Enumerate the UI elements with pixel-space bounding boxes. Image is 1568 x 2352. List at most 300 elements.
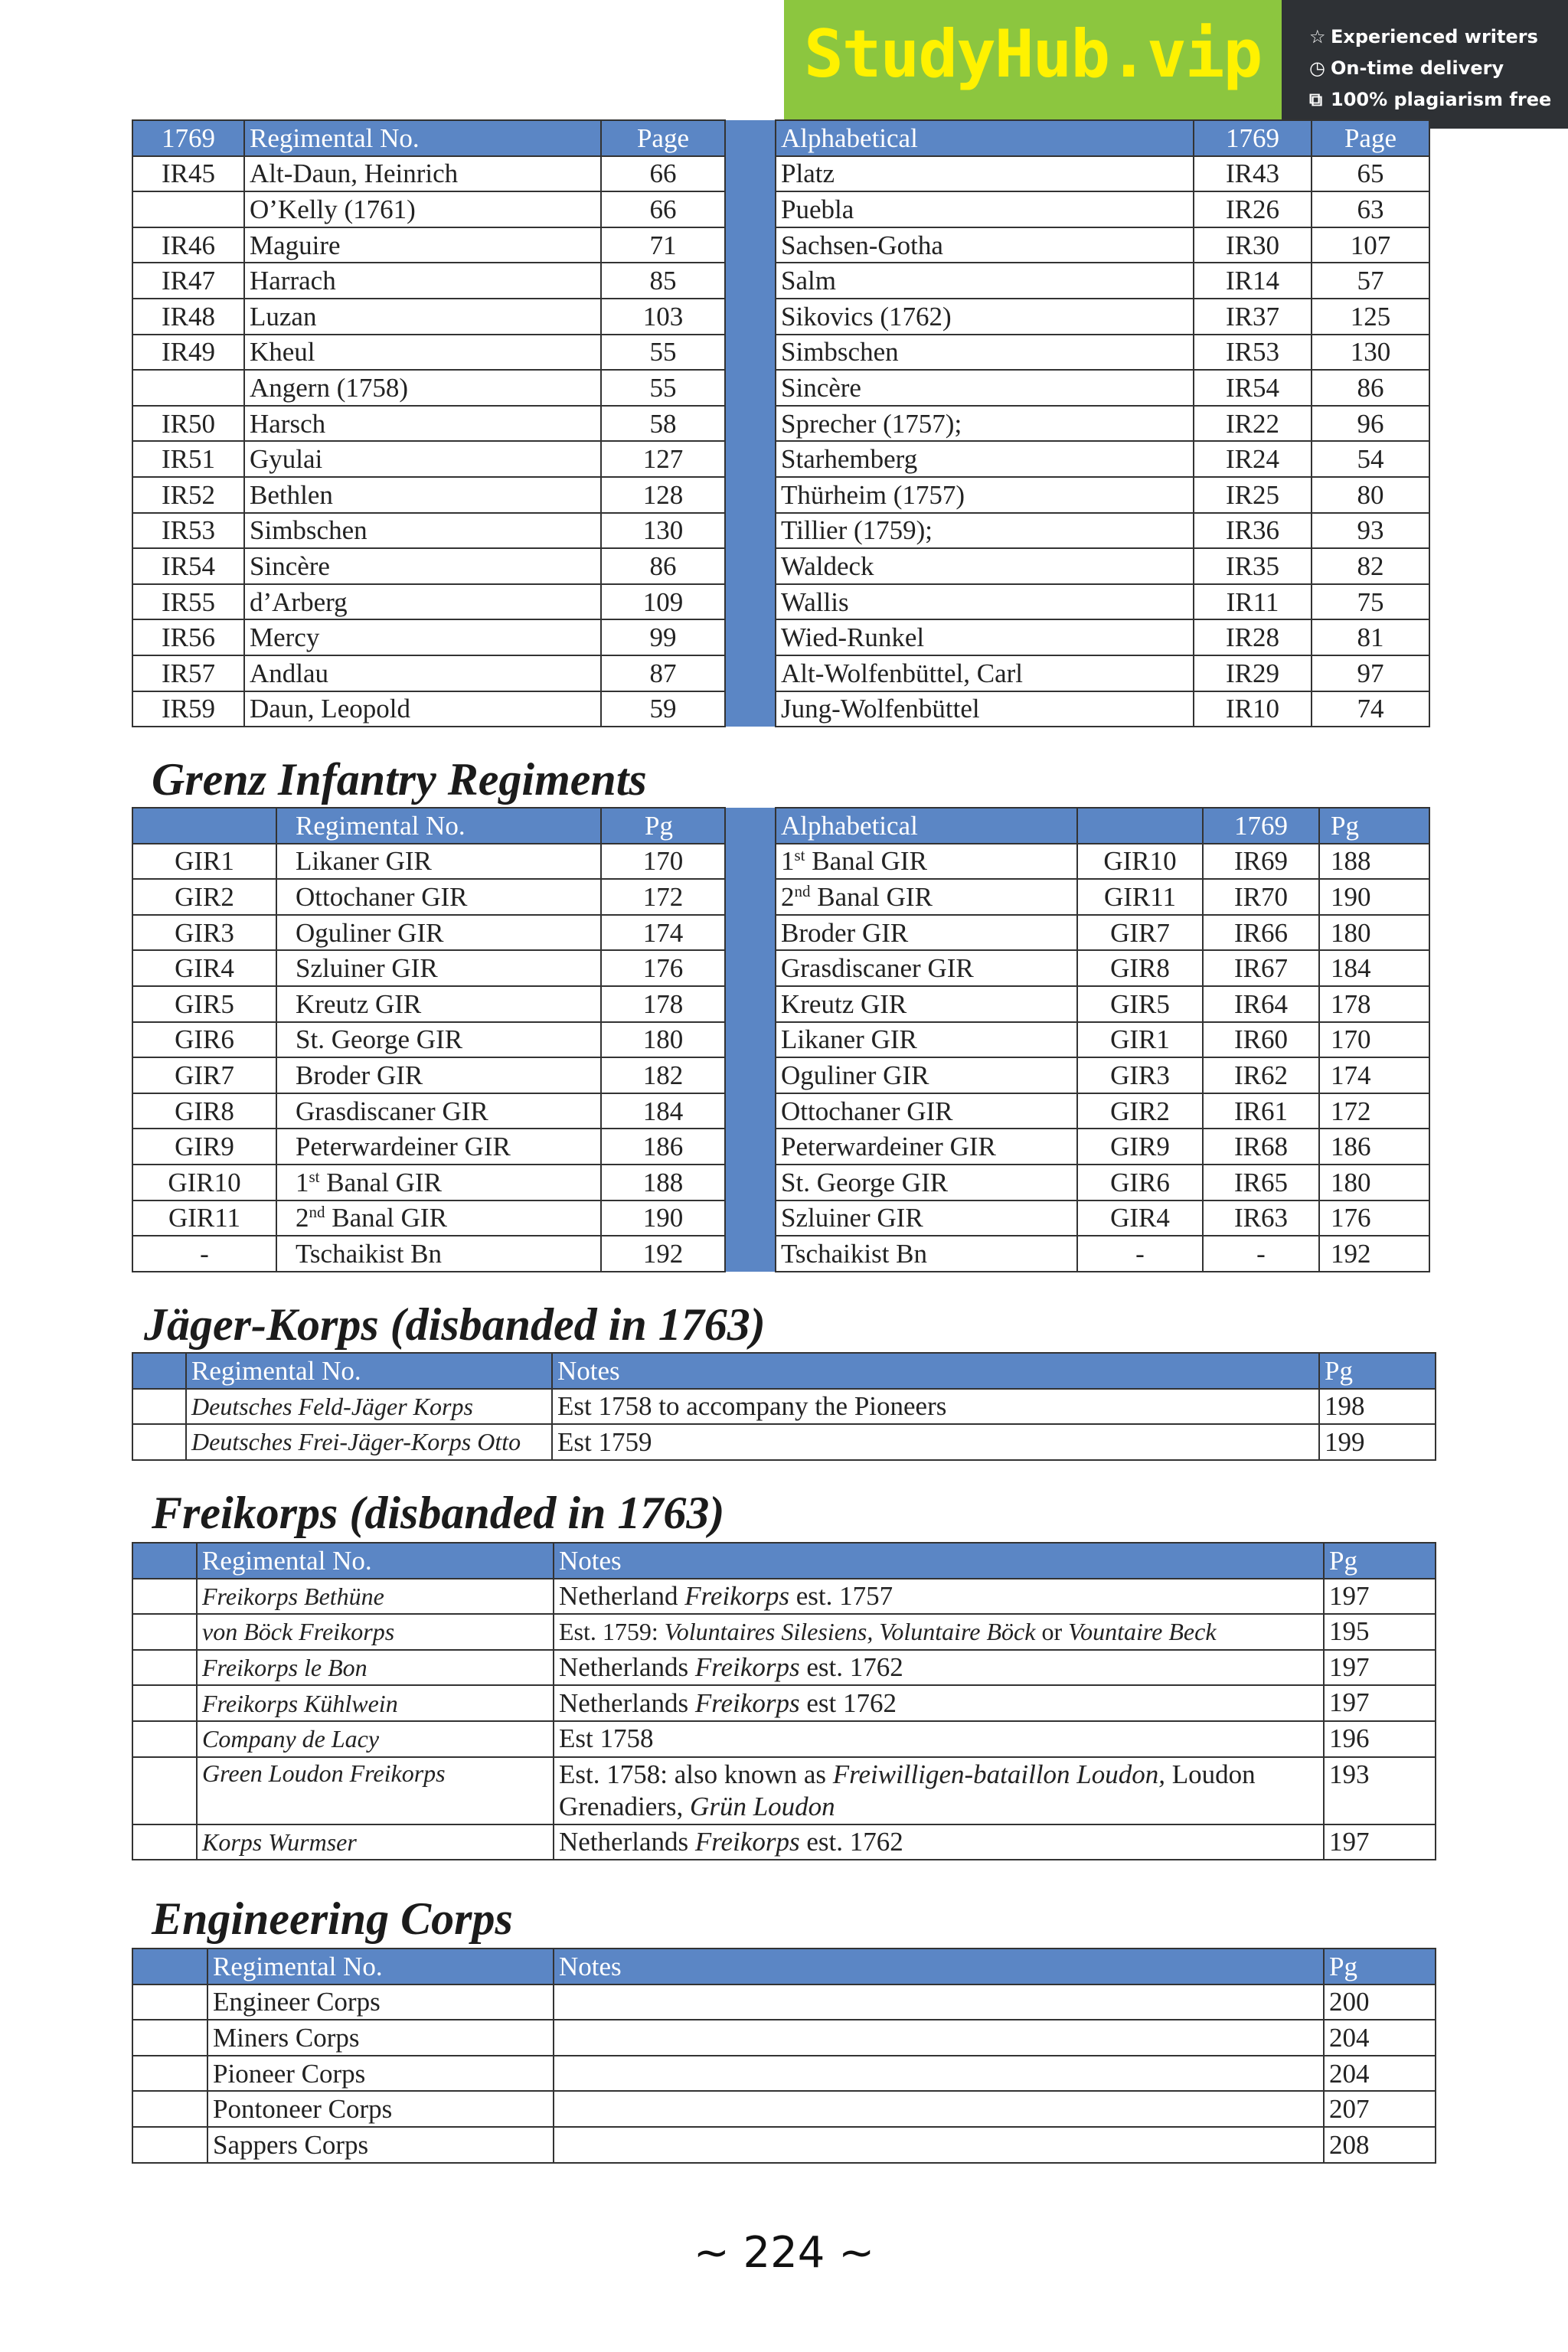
page-number-cell: 170	[1319, 1022, 1429, 1058]
regiment-code: IR22	[1194, 406, 1312, 442]
regiment-name: Simbschen	[244, 513, 601, 549]
column-gap	[725, 513, 776, 549]
table-row	[132, 299, 1429, 335]
regiment-name: 1st Banal GIR	[276, 1165, 601, 1200]
column-gap	[725, 1093, 776, 1129]
regiment-code: IR24	[1194, 441, 1312, 477]
page-number-cell: 186	[601, 1129, 725, 1165]
page-number-cell: 190	[1319, 879, 1429, 915]
page-number-cell: 208	[1324, 2127, 1436, 2163]
page-number-cell: 198	[1319, 1389, 1436, 1425]
regiment-name: Freikorps Bethüne	[197, 1579, 554, 1615]
page-number-cell: 81	[1312, 619, 1429, 655]
table-row	[132, 915, 1429, 951]
blank-cell	[132, 1579, 197, 1615]
table-row	[132, 513, 1429, 549]
regiment-name: 2nd Banal GIR	[276, 1200, 601, 1236]
table-header-row	[132, 808, 1429, 844]
regiment-name: Likaner GIR	[276, 844, 601, 880]
regiment-code: IR30	[1194, 227, 1312, 263]
page-number-cell: 65	[1312, 156, 1429, 192]
table-row	[132, 263, 1429, 299]
column-header: Alphabetical	[776, 120, 1194, 156]
regiment-name: Peterwardeiner GIR	[276, 1129, 601, 1165]
regiment-code	[132, 370, 244, 406]
page-number-cell: 204	[1324, 2020, 1436, 2056]
freikorps-table	[132, 1542, 1436, 1860]
blank-cell	[132, 1389, 186, 1425]
regiment-name: Kheul	[244, 335, 601, 371]
page-number-cell: 85	[601, 263, 725, 299]
page-number-cell: 75	[1312, 584, 1429, 620]
regiment-code: IR29	[1194, 655, 1312, 691]
regiment-name: Ottochaner GIR	[276, 879, 601, 915]
corps-name: Engineer Corps	[207, 1984, 554, 2020]
alphabetical-name: Waldeck	[776, 548, 1194, 584]
table-row	[132, 1721, 1436, 1757]
regiment-1769-code: IR66	[1203, 915, 1319, 951]
notes-italic-text: Voluntaires Silesiens, Voluntaire Böck	[664, 1618, 1036, 1646]
notes-text: Netherlands	[559, 1826, 695, 1857]
notes-text: Netherland	[559, 1580, 685, 1611]
page-number-cell: 178	[1319, 986, 1429, 1022]
regiment-1769-code: IR69	[1203, 844, 1319, 880]
banner-feature	[1309, 21, 1551, 53]
column-header	[1077, 808, 1203, 844]
alphabetical-name: Thürheim (1757)	[776, 477, 1194, 513]
notes-italic-text: Freikorps	[694, 1687, 800, 1718]
regiment-name: Luzan	[244, 299, 601, 335]
regiment-code: GIR10	[132, 1165, 276, 1200]
page-number-cell: 197	[1324, 1579, 1436, 1615]
column-gap	[725, 655, 776, 691]
table-row	[132, 548, 1429, 584]
regiment-name: Harsch	[244, 406, 601, 442]
regiment-code: IR49	[132, 335, 244, 371]
blank-header	[132, 1543, 197, 1579]
page-number-cell: 174	[1319, 1057, 1429, 1093]
regiment-name: Tschaikist Bn	[276, 1236, 601, 1272]
banner-feature-label: 100% plagiarism free	[1331, 89, 1552, 110]
regiment-code: IR53	[132, 513, 244, 549]
page-number-cell: 178	[601, 986, 725, 1022]
column-gap	[725, 156, 776, 192]
page-number-cell: 180	[601, 1022, 725, 1058]
table-row	[132, 584, 1429, 620]
column-header: Regimental No.	[207, 1949, 554, 1984]
page-number-cell: 125	[1312, 299, 1429, 335]
alphabetical-name: 1st Banal GIR	[776, 844, 1077, 880]
notes-text: Est 1758	[559, 1723, 654, 1754]
regiment-code: IR37	[1194, 299, 1312, 335]
page-number-cell: 59	[601, 691, 725, 727]
regiment-code: GIR9	[132, 1129, 276, 1165]
alphabetical-name: Jung-Wolfenbüttel	[776, 691, 1194, 727]
column-gap	[725, 477, 776, 513]
page-number-cell: 196	[1324, 1721, 1436, 1757]
regiment-name: Harrach	[244, 263, 601, 299]
column-header: Page	[601, 120, 725, 156]
page-number-cell: 192	[601, 1236, 725, 1272]
regiment-code: IR54	[132, 548, 244, 584]
table-row	[132, 1389, 1436, 1425]
column-gap	[725, 619, 776, 655]
table-row	[132, 1093, 1429, 1129]
notes-text: Netherlands	[559, 1687, 695, 1718]
regiment-code: GIR6	[1077, 1165, 1203, 1200]
notes-text: est. 1762	[799, 1826, 903, 1857]
page-number-cell: 207	[1324, 2091, 1436, 2127]
table-row	[132, 370, 1429, 406]
notes-text: Netherlands	[559, 1652, 695, 1683]
table-row	[132, 1757, 1436, 1824]
banner-feature-label: On-time delivery	[1331, 57, 1504, 79]
notes-cell	[554, 1685, 1324, 1721]
table-header-row	[132, 1949, 1436, 1984]
page-number-cell: 172	[601, 879, 725, 915]
page-number-cell: 197	[1324, 1685, 1436, 1721]
alphabetical-name: Wied-Runkel	[776, 619, 1194, 655]
alphabetical-name: Puebla	[776, 191, 1194, 227]
regiment-code: IR11	[1194, 584, 1312, 620]
banner-feature	[1309, 53, 1551, 84]
regiment-code: GIR10	[1077, 844, 1203, 880]
column-header: Pg	[1324, 1949, 1436, 1984]
page-number-cell: 176	[601, 950, 725, 986]
regiment-name: Szluiner GIR	[276, 950, 601, 986]
column-gap	[725, 915, 776, 951]
column-gap	[725, 584, 776, 620]
page-number-cell: 186	[1319, 1129, 1429, 1165]
column-gap	[725, 1236, 776, 1272]
regiment-code: GIR5	[1077, 986, 1203, 1022]
alphabetical-name: Salm	[776, 263, 1194, 299]
page-number-cell: 188	[601, 1165, 725, 1200]
regiment-name: von Böck Freikorps	[197, 1614, 554, 1650]
regiment-code: IR25	[1194, 477, 1312, 513]
page-number-cell: 86	[601, 548, 725, 584]
regiment-code: GIR11	[132, 1200, 276, 1236]
table-row	[132, 191, 1429, 227]
regiment-code: IR46	[132, 227, 244, 263]
table-row	[132, 227, 1429, 263]
regiment-code: -	[1077, 1236, 1203, 1272]
regiment-name: O’Kelly (1761)	[244, 191, 601, 227]
column-header: Notes	[552, 1353, 1319, 1389]
grenz-regiments-table	[132, 807, 1430, 1272]
page-number-cell: 74	[1312, 691, 1429, 727]
column-header: Alphabetical	[776, 808, 1077, 844]
notes-italic-text: Freikorps	[694, 1826, 800, 1857]
regiment-name: Angern (1758)	[244, 370, 601, 406]
regiment-code: IR50	[132, 406, 244, 442]
regiment-code: IR35	[1194, 548, 1312, 584]
notes-italic-text: Freikorps	[684, 1580, 789, 1611]
regiment-1769-code: IR61	[1203, 1093, 1319, 1129]
notes-italic-text: Freikorps	[694, 1652, 800, 1683]
column-gap	[725, 370, 776, 406]
regiment-code: GIR1	[132, 844, 276, 880]
regiment-code: GIR9	[1077, 1129, 1203, 1165]
notes-text: est. 1762	[799, 1652, 903, 1683]
page-number-cell: 80	[1312, 477, 1429, 513]
blank-header	[132, 1949, 207, 1984]
regiment-code: IR26	[1194, 191, 1312, 227]
regiment-code: IR45	[132, 156, 244, 192]
page-number-cell: 96	[1312, 406, 1429, 442]
banner-feature	[1309, 84, 1551, 116]
regiment-code: IR36	[1194, 513, 1312, 549]
blank-cell	[132, 2020, 207, 2056]
regiment-code: IR55	[132, 584, 244, 620]
table-row	[132, 406, 1429, 442]
regiment-code: IR48	[132, 299, 244, 335]
regiment-name: Broder GIR	[276, 1057, 601, 1093]
blank-cell	[132, 2056, 207, 2092]
regiment-code: GIR4	[132, 950, 276, 986]
page-number-cell: 87	[601, 655, 725, 691]
regiment-code: IR56	[132, 619, 244, 655]
column-gap	[725, 808, 776, 844]
regiment-code: GIR3	[132, 915, 276, 951]
page-number-cell: 192	[1319, 1236, 1429, 1272]
alphabetical-name: Sachsen-Gotha	[776, 227, 1194, 263]
page-number-cell: 204	[1324, 2056, 1436, 2092]
jaeger-section-title: Jäger-Korps (disbanded in 1763)	[144, 1299, 766, 1350]
page-number-cell: 66	[601, 191, 725, 227]
regiment-name: Deutsches Feld-Jäger Korps	[186, 1389, 552, 1425]
column-gap	[725, 844, 776, 880]
alphabetical-name: Szluiner GIR	[776, 1200, 1077, 1236]
regiment-code: GIR11	[1077, 879, 1203, 915]
notes-cell: Est 1759	[552, 1424, 1319, 1460]
regiment-code: GIR5	[132, 986, 276, 1022]
page-number-cell: 66	[601, 156, 725, 192]
table-row	[132, 477, 1429, 513]
notes-text: Est. 1758: also known as	[559, 1759, 833, 1789]
alphabetical-name: Sprecher (1757);	[776, 406, 1194, 442]
regiment-code: IR53	[1194, 335, 1312, 371]
regiment-1769-code: IR62	[1203, 1057, 1319, 1093]
table-row	[132, 1685, 1436, 1721]
page-number-cell: 97	[1312, 655, 1429, 691]
page-number-cell: 184	[601, 1093, 725, 1129]
table-row	[132, 691, 1429, 727]
column-header: Pg	[1319, 1353, 1436, 1389]
column-header: Regimental No.	[197, 1543, 554, 1579]
notes-text: Est. 1759:	[559, 1618, 665, 1646]
page-number-cell: 182	[601, 1057, 725, 1093]
page-number-cell: 99	[601, 619, 725, 655]
page-number-cell: 200	[1324, 1984, 1436, 2020]
alphabetical-name: Simbschen	[776, 335, 1194, 371]
regiment-name: Korps Wurmser	[197, 1824, 554, 1860]
notes-cell	[554, 1721, 1324, 1757]
regiment-name: Freikorps Kühlwein	[197, 1685, 554, 1721]
notes-cell	[554, 2127, 1324, 2163]
alphabetical-name: Peterwardeiner GIR	[776, 1129, 1077, 1165]
table-row	[132, 1022, 1429, 1058]
column-header: 1769	[132, 120, 244, 156]
column-header: Pg	[1324, 1543, 1436, 1579]
notes-italic-text: Freiwilligen-bataillon Loudon,	[832, 1759, 1166, 1789]
table-row	[132, 1650, 1436, 1686]
page-number-cell: 195	[1324, 1614, 1436, 1650]
page-number-cell: 170	[601, 844, 725, 880]
regiment-code: IR59	[132, 691, 244, 727]
regiment-code: GIR4	[1077, 1200, 1203, 1236]
page-number-cell: 199	[1319, 1424, 1436, 1460]
blank-cell	[132, 1424, 186, 1460]
column-gap	[725, 879, 776, 915]
page-number-cell: 193	[1324, 1757, 1436, 1824]
column-header	[132, 808, 276, 844]
copy-icon: ⧉	[1309, 89, 1323, 110]
page-number-cell: 174	[601, 915, 725, 951]
clock-icon: ◷	[1309, 57, 1325, 79]
notes-cell	[554, 1579, 1324, 1615]
page-number-cell: 63	[1312, 191, 1429, 227]
page-number-cell: 197	[1324, 1824, 1436, 1860]
page-number-cell: 82	[1312, 548, 1429, 584]
regiment-1769-code: IR70	[1203, 879, 1319, 915]
alphabetical-name: 2nd Banal GIR	[776, 879, 1077, 915]
blank-cell	[132, 1757, 197, 1824]
alphabetical-name: Tillier (1759);	[776, 513, 1194, 549]
regiment-code	[132, 191, 244, 227]
notes-text: Loudon Grenadiers,	[559, 1759, 1256, 1821]
regiment-code: IR52	[132, 477, 244, 513]
table-header-row	[132, 120, 1429, 156]
page-number-cell: 93	[1312, 513, 1429, 549]
page-number-cell: 55	[601, 370, 725, 406]
column-gap	[725, 263, 776, 299]
column-gap	[725, 1129, 776, 1165]
regiment-1769-code: IR68	[1203, 1129, 1319, 1165]
alphabetical-name: Wallis	[776, 584, 1194, 620]
page-number-cell: 107	[1312, 227, 1429, 263]
infantry-regiments-table	[132, 119, 1430, 727]
table-row	[132, 950, 1429, 986]
table-row	[132, 879, 1429, 915]
page-number-cell: 190	[601, 1200, 725, 1236]
notes-italic-text: Vountaire Beck	[1068, 1618, 1217, 1646]
regiment-name: Deutsches Frei-Jäger-Korps Otto	[186, 1424, 552, 1460]
notes-cell	[554, 1824, 1324, 1860]
table-row	[132, 2020, 1436, 2056]
column-header: Notes	[554, 1543, 1324, 1579]
alphabetical-name: Oguliner GIR	[776, 1057, 1077, 1093]
blank-cell	[132, 2127, 207, 2163]
regiment-name: Daun, Leopold	[244, 691, 601, 727]
regiment-name: Alt-Daun, Heinrich	[244, 156, 601, 192]
page-number-cell: 55	[601, 335, 725, 371]
blank-cell	[132, 1685, 197, 1721]
page-number-cell: 57	[1312, 263, 1429, 299]
column-gap	[725, 441, 776, 477]
page-number-cell: 128	[601, 477, 725, 513]
freikorps-section-title: Freikorps (disbanded in 1763)	[152, 1488, 725, 1538]
regiment-1769-code: -	[1203, 1236, 1319, 1272]
regiment-name: Company de Lacy	[197, 1721, 554, 1757]
page-number-cell: 180	[1319, 915, 1429, 951]
page-number-cell: 130	[1312, 335, 1429, 371]
regiment-code: GIR6	[132, 1022, 276, 1058]
notes-italic-text: Grün Loudon	[690, 1791, 835, 1821]
regiment-code: IR47	[132, 263, 244, 299]
studyhub-logo[interactable]: StudyHub.vip	[804, 16, 1262, 93]
table-row	[132, 156, 1429, 192]
table-row	[132, 1200, 1429, 1236]
banner-feature-label: Experienced writers	[1331, 26, 1538, 47]
page-number-cell: 71	[601, 227, 725, 263]
alphabetical-name: Ottochaner GIR	[776, 1093, 1077, 1129]
corps-name: Pontoneer Corps	[207, 2091, 554, 2127]
table-row	[132, 1057, 1429, 1093]
star-icon: ☆	[1309, 26, 1326, 47]
notes-text: est 1762	[799, 1687, 897, 1718]
column-gap	[725, 120, 776, 156]
table-row	[132, 2056, 1436, 2092]
alphabetical-name: Sikovics (1762)	[776, 299, 1194, 335]
regiment-code: IR54	[1194, 370, 1312, 406]
regiment-code: IR10	[1194, 691, 1312, 727]
regiment-code: GIR8	[132, 1093, 276, 1129]
table-row	[132, 2091, 1436, 2127]
regiment-1769-code: IR64	[1203, 986, 1319, 1022]
blank-cell	[132, 1721, 197, 1757]
table-header-row	[132, 1353, 1436, 1389]
regiment-code: GIR1	[1077, 1022, 1203, 1058]
regiment-code: IR57	[132, 655, 244, 691]
notes-cell	[554, 2091, 1324, 2127]
regiment-code: -	[132, 1236, 276, 1272]
alphabetical-name: Kreutz GIR	[776, 986, 1077, 1022]
column-gap	[725, 986, 776, 1022]
alphabetical-name: Alt-Wolfenbüttel, Carl	[776, 655, 1194, 691]
table-row	[132, 619, 1429, 655]
table-row	[132, 1579, 1436, 1615]
page-number: ~ 224 ~	[693, 2228, 875, 2278]
table-row	[132, 2127, 1436, 2163]
alphabetical-name: Grasdiscaner GIR	[776, 950, 1077, 986]
notes-cell: Est 1758 to accompany the Pioneers	[552, 1389, 1319, 1425]
table-row	[132, 1614, 1436, 1650]
table-row	[132, 986, 1429, 1022]
notes-text: est. 1757	[789, 1580, 893, 1611]
column-header: Pg	[1319, 808, 1429, 844]
column-gap	[725, 1165, 776, 1200]
column-gap	[725, 227, 776, 263]
regiment-code: GIR8	[1077, 950, 1203, 986]
column-gap	[725, 1022, 776, 1058]
regiment-code: GIR7	[1077, 915, 1203, 951]
regiment-1769-code: IR65	[1203, 1165, 1319, 1200]
column-header: 1769	[1194, 120, 1312, 156]
column-header: 1769	[1203, 808, 1319, 844]
blank-cell	[132, 1614, 197, 1650]
alphabetical-name: Likaner GIR	[776, 1022, 1077, 1058]
regiment-name: Bethlen	[244, 477, 601, 513]
regiment-name: Sincère	[244, 548, 601, 584]
regiment-1769-code: IR63	[1203, 1200, 1319, 1236]
regiment-name: Mercy	[244, 619, 601, 655]
table-row	[132, 441, 1429, 477]
column-header: Regimental No.	[186, 1353, 552, 1389]
column-gap	[725, 406, 776, 442]
promo-banner[interactable]	[784, 0, 1568, 129]
page-number-cell: 54	[1312, 441, 1429, 477]
